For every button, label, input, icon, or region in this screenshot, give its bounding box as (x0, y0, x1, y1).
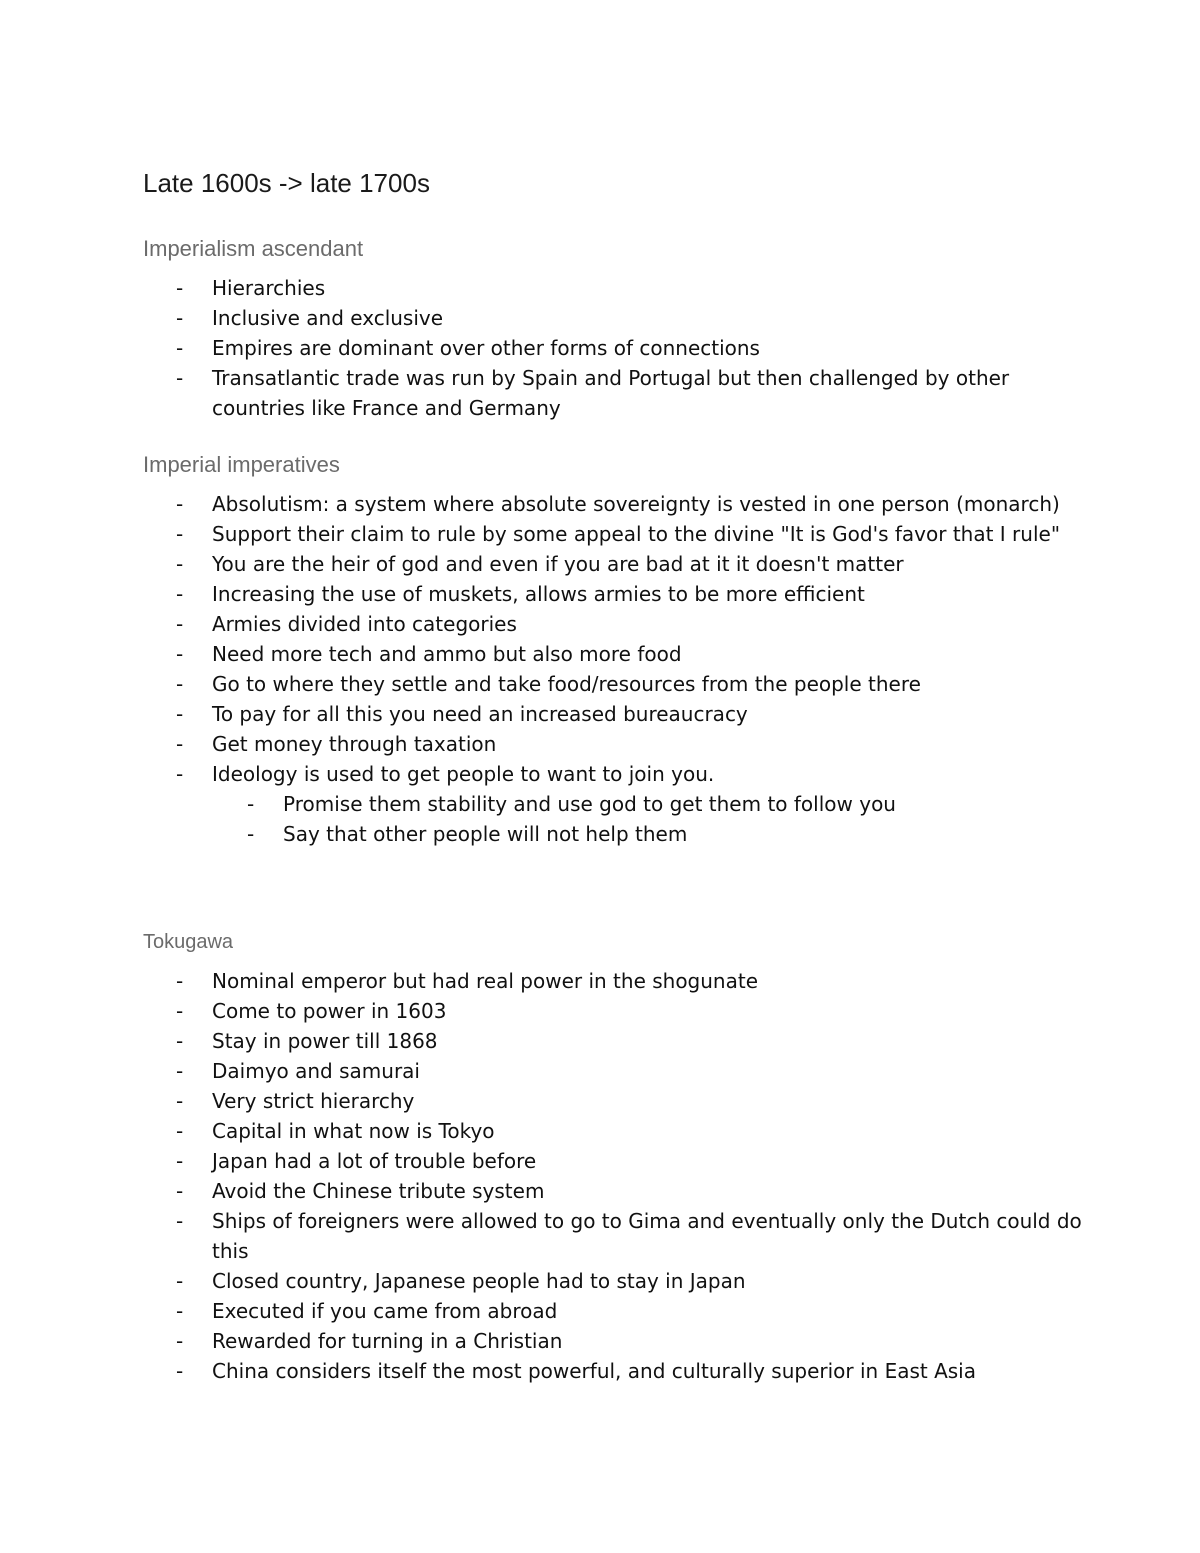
bullet-dash: - (176, 1029, 184, 1053)
bullet-dash: - (176, 762, 184, 786)
nested-list-item (143, 789, 1083, 819)
list-item-text: Get money through taxation (212, 732, 497, 756)
section-heading-imperial-imperatives: Imperial imperatives (143, 452, 340, 477)
bullet-list-tokugawa (143, 966, 1083, 1386)
bullet-dash: - (176, 1179, 184, 1203)
list-item-text: Nominal emperor but had real power in the shogunate (212, 969, 759, 993)
list-item (143, 669, 1083, 699)
list-item (143, 966, 1083, 996)
section-heading-tokugawa: Tokugawa (143, 931, 234, 953)
list-item-text: You are the heir of god and even if you are bad at it it doesn't matter (212, 552, 904, 576)
list-item-text: Transatlantic trade was run by Spain and Portugal but then challenged by other countries like France and Germany (212, 366, 1010, 420)
list-item-text: Need more tech and ammo but also more food (212, 642, 682, 666)
bullet-dash: - (176, 1209, 184, 1233)
list-item (143, 1356, 1083, 1386)
bullet-dash: - (176, 612, 184, 636)
list-item (143, 639, 1083, 669)
list-item-text: Very strict hierarchy (212, 1089, 415, 1113)
list-item (143, 1086, 1083, 1116)
bullet-dash: - (176, 1089, 184, 1113)
list-item-text: Support their claim to rule by some appeal to the divine "It is God's favor that I rule" (212, 522, 1061, 546)
bullet-dash: - (176, 366, 184, 390)
list-item-text: Increasing the use of muskets, allows armies to be more efficient (212, 582, 865, 606)
list-item-text: To pay for all this you need an increased bureaucracy (212, 702, 748, 726)
list-item-text: Say that other people will not help them (283, 822, 688, 846)
bullet-dash: - (176, 1299, 184, 1323)
list-item-text: Executed if you came from abroad (212, 1299, 558, 1323)
bullet-dash: - (176, 492, 184, 516)
list-item-text: Promise them stability and use god to get them to follow you (283, 792, 896, 816)
bullet-dash: - (176, 1359, 184, 1383)
bullet-list-imperial-imperatives (143, 489, 1083, 849)
list-item (143, 1056, 1083, 1086)
bullet-dash: - (176, 1269, 184, 1293)
list-item (143, 303, 1083, 333)
bullet-dash: - (247, 822, 255, 846)
list-item-text: Capital in what now is Tokyo (212, 1119, 495, 1143)
list-item-text: Closed country, Japanese people had to stay in Japan (212, 1269, 746, 1293)
list-item-text: Japan had a lot of trouble before (212, 1149, 537, 1173)
list-item-text: Ships of foreigners were allowed to go to Gima and eventually only the Dutch could do this (212, 1209, 1082, 1263)
list-item-text: Rewarded for turning in a Christian (212, 1329, 563, 1353)
list-item-text: China considers itself the most powerful, and culturally superior in East Asia (212, 1359, 976, 1383)
list-item-text: Armies divided into categories (212, 612, 517, 636)
bullet-dash: - (176, 969, 184, 993)
bullet-dash: - (176, 1329, 184, 1353)
list-item (143, 699, 1083, 729)
bullet-list-imperialism-ascendant (143, 273, 1083, 423)
bullet-dash: - (176, 276, 184, 300)
list-item-text: Ideology is used to get people to want to join you. (212, 762, 715, 786)
list-item (143, 996, 1083, 1026)
list-item (143, 1176, 1083, 1206)
list-item (143, 333, 1083, 363)
bullet-dash: - (176, 306, 184, 330)
bullet-dash: - (176, 1059, 184, 1083)
page-title: Late 1600s -> late 1700s (143, 168, 430, 198)
list-item (143, 1296, 1083, 1326)
list-item (143, 489, 1083, 519)
bullet-dash: - (247, 792, 255, 816)
list-item (143, 729, 1083, 759)
list-item-text: Go to where they settle and take food/resources from the people there (212, 672, 921, 696)
list-item (143, 1326, 1083, 1356)
list-item-text: Stay in power till 1868 (212, 1029, 438, 1053)
nested-list-item (143, 819, 1083, 849)
list-item (143, 273, 1083, 303)
list-item-text: Absolutism: a system where absolute sovereignty is vested in one person (monarch) (212, 492, 1060, 516)
bullet-dash: - (176, 336, 184, 360)
list-item-text: Avoid the Chinese tribute system (212, 1179, 545, 1203)
bullet-dash: - (176, 522, 184, 546)
bullet-dash: - (176, 672, 184, 696)
section-heading-imperialism-ascendant: Imperialism ascendant (143, 236, 364, 261)
nested-bullet-list (212, 789, 1083, 849)
bullet-dash: - (176, 552, 184, 576)
list-item (143, 1266, 1083, 1296)
list-item-text: Daimyo and samurai (212, 1059, 420, 1083)
bullet-dash: - (176, 642, 184, 666)
list-item (143, 609, 1083, 639)
list-item (143, 519, 1083, 549)
list-item-text: Inclusive and exclusive (212, 306, 444, 330)
list-item (143, 549, 1083, 579)
list-item-text: Hierarchies (212, 276, 326, 300)
list-item (143, 1026, 1083, 1056)
list-item (143, 759, 1083, 849)
list-item (143, 1206, 1083, 1266)
bullet-dash: - (176, 732, 184, 756)
list-item (143, 363, 1083, 423)
list-item (143, 1146, 1083, 1176)
list-item-text: Come to power in 1603 (212, 999, 447, 1023)
list-item (143, 579, 1083, 609)
bullet-dash: - (176, 1119, 184, 1143)
list-item (143, 1116, 1083, 1146)
bullet-dash: - (176, 702, 184, 726)
bullet-dash: - (176, 582, 184, 606)
list-item-text: Empires are dominant over other forms of connections (212, 336, 760, 360)
bullet-dash: - (176, 999, 184, 1023)
bullet-dash: - (176, 1149, 184, 1173)
